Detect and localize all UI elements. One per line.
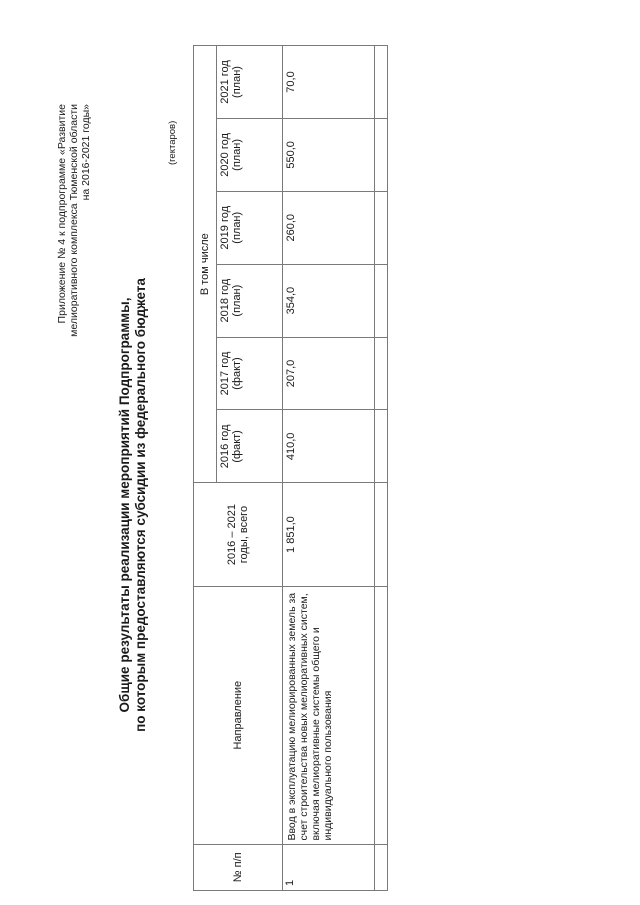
- header-year-2020: [217, 118, 283, 191]
- empty-cell: [375, 46, 388, 119]
- header-year-2018: [217, 264, 283, 337]
- row-value-2019: 260,0: [283, 191, 375, 264]
- header-direction: Направление: [194, 586, 283, 844]
- row-value-2017: 207,0: [283, 337, 375, 410]
- header-year-2019: [217, 191, 283, 264]
- empty-cell: [375, 264, 388, 337]
- header-num: № п/п: [194, 844, 283, 890]
- year-label: 2017 год: [219, 351, 231, 396]
- header-year-2016: [217, 410, 283, 483]
- row-value-2021: 70,0: [283, 46, 375, 119]
- row-direction: Ввод в эксплуатацию мелиорированных земель за счет строительства новых мелиоративных систем, включая мелиоративные системы общего и индивидуального пользования: [283, 586, 375, 844]
- empty-cell: [375, 586, 388, 844]
- row-value-2016: 410,0: [283, 410, 375, 483]
- empty-cell: [375, 191, 388, 264]
- results-table: [193, 45, 388, 891]
- year-status: (план): [231, 284, 243, 317]
- appendix-line-2: мелиоративного комплекса Тюменской области: [68, 104, 80, 337]
- header-including: В том числе: [194, 46, 217, 483]
- row-value-2018: 354,0: [283, 264, 375, 337]
- year-label: 2019 год: [219, 205, 231, 250]
- appendix-line-1: Приложение № 4 к подпрограмме «Развитие: [56, 104, 68, 324]
- empty-cell: [375, 337, 388, 410]
- table-header-row: [194, 46, 217, 891]
- year-label: 2020 год: [219, 133, 231, 177]
- empty-cell: [375, 410, 388, 483]
- header-total: [194, 483, 283, 587]
- empty-cell: [375, 844, 388, 890]
- year-status: (факт): [231, 357, 243, 390]
- table-row: [283, 46, 375, 891]
- year-label: 2016 год: [219, 424, 231, 469]
- year-label: 2021 год: [219, 60, 231, 104]
- year-status: (план): [231, 211, 243, 244]
- units-label: (гектаров): [167, 120, 178, 165]
- row-value-2020: 550,0: [283, 118, 375, 191]
- year-status: (план): [231, 66, 243, 98]
- row-total: 1 851,0: [283, 483, 375, 587]
- year-label: 2018 год: [219, 278, 231, 323]
- title-line-2: по которым предоставляются субсидии из федерального бюджета: [133, 278, 148, 732]
- appendix-note: [56, 104, 92, 434]
- empty-cell: [375, 118, 388, 191]
- header-total-line-1: 2016 – 2021: [226, 504, 238, 566]
- appendix-line-3: на 2016-2021 годы»: [80, 104, 92, 201]
- row-num: 1: [283, 844, 375, 890]
- header-total-line-2: годы, всего: [238, 505, 250, 564]
- title-line-1: Общие результаты реализации мероприятий Подпрограммы,: [117, 297, 132, 713]
- header-year-2017: [217, 337, 283, 410]
- header-year-2021: [217, 46, 283, 119]
- table-row-empty: [375, 46, 388, 891]
- year-status: (факт): [231, 430, 243, 463]
- empty-cell: [375, 483, 388, 587]
- document-title: [117, 215, 149, 795]
- year-status: (план): [231, 138, 243, 171]
